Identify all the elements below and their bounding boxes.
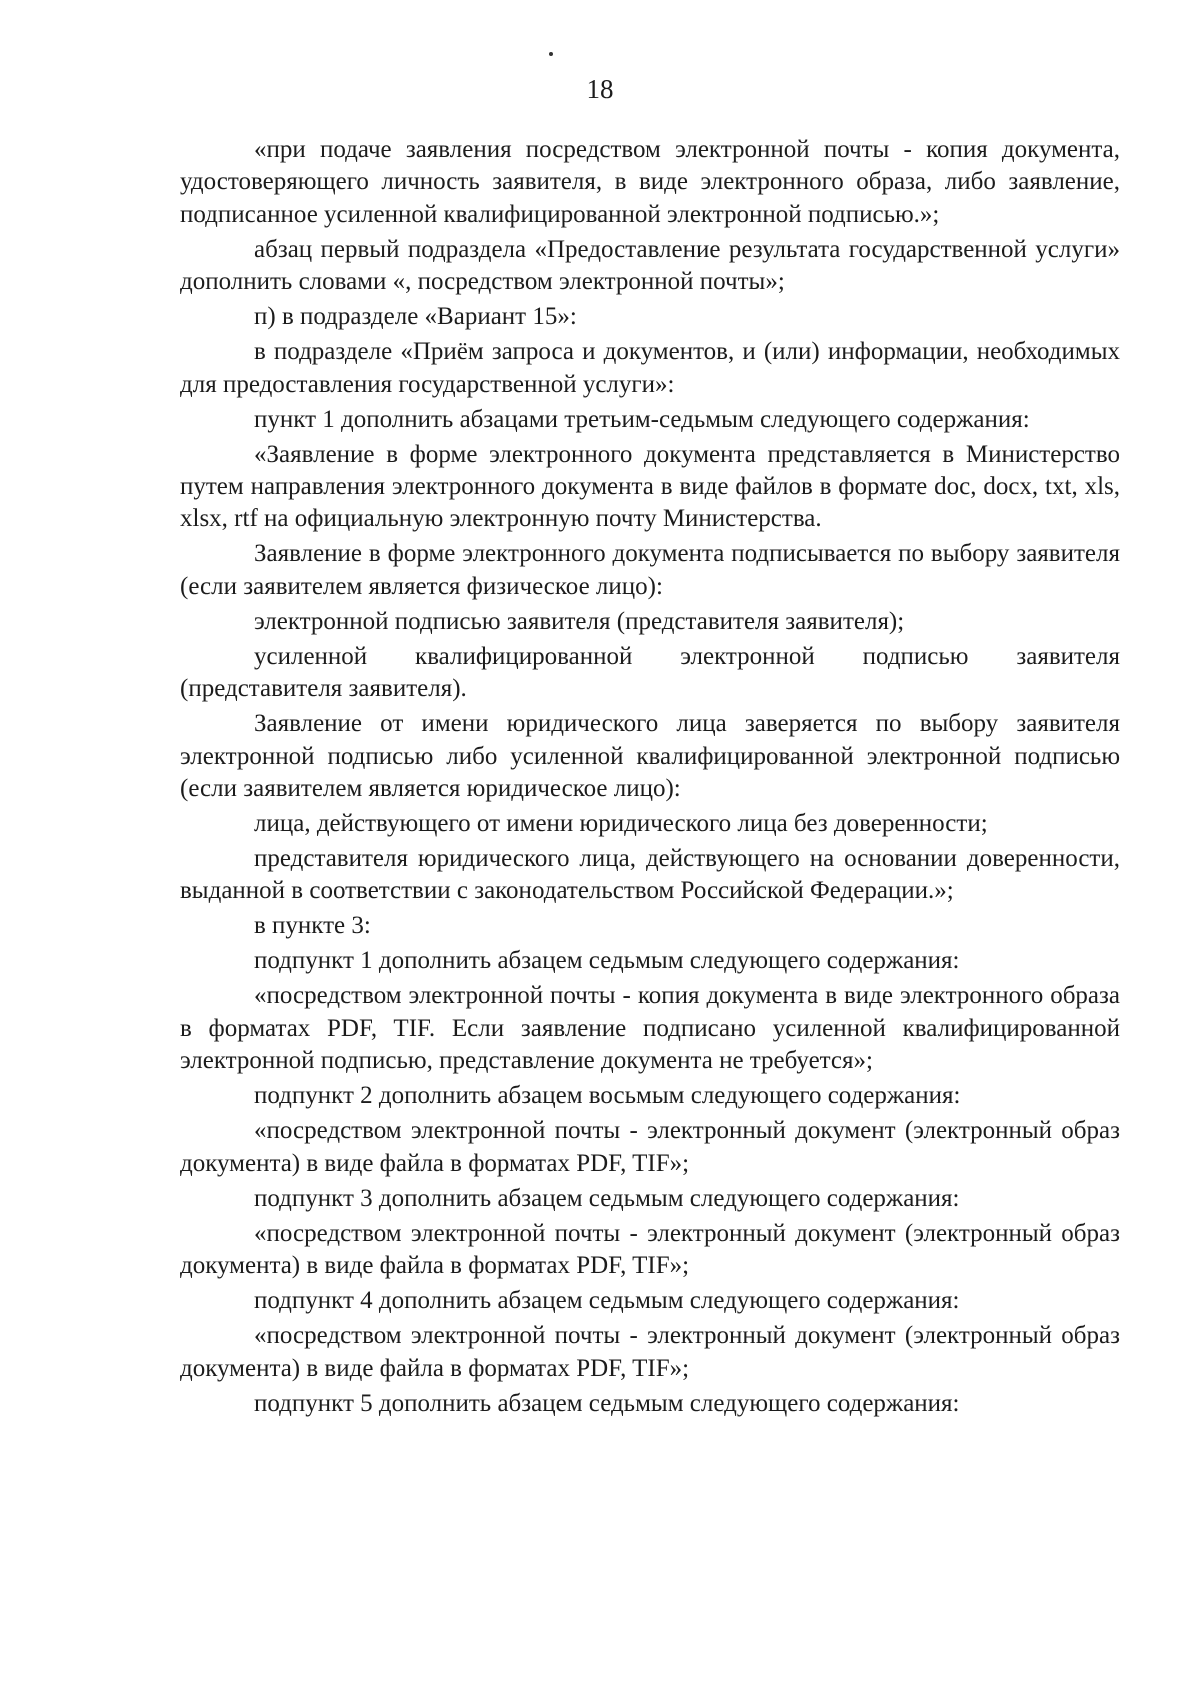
paragraph: абзац первый подраздела «Предоставление результата государственной услуги» дополнить словами «, посредством электронной почты»; (180, 235, 1120, 296)
paragraph: «посредством электронной почты - электронный документ (электронный образ документа) в виде файла в форматах PDF, TIF»; (180, 1117, 1120, 1177)
scan-speck (549, 52, 553, 56)
paragraph: «посредством электронной почты - электронный документ (электронный образ документа) в виде файла в форматах PDF, TIF»; (180, 1219, 1120, 1280)
paragraph: лица, действующего от имени юридического лица без доверенности; (254, 810, 988, 838)
page-number: 18 (586, 74, 614, 104)
paragraph: усиленной квалифицированной электронной подписью заявителя (представителя заявителя). (180, 642, 1120, 703)
paragraph: Заявление в форме электронного документа подписывается по выбору заявителя (если заявителем является физическое лицо): (180, 540, 1120, 600)
paragraph: в подразделе «Приём запроса и документов, и (или) информации, необходимых для предоставления государственной услуги»: (180, 338, 1120, 398)
paragraph: электронной подписью заявителя (представителя заявителя); (254, 607, 905, 635)
paragraph: п) в подразделе «Вариант 15»: (254, 303, 577, 331)
document-body (180, 134, 1120, 1423)
paragraph: «при подаче заявления посредством электронной почты - копия документа, удостоверяющего личность заявителя, в виде электронного образа, либо заявление, подписанное усиленной квалифицированной электронной подписью.»; (180, 136, 1120, 228)
paragraph: подпункт 1 дополнить абзацем седьмым следующего содержания: (254, 947, 960, 975)
paragraph: подпункт 4 дополнить абзацем седьмым следующего содержания: (254, 1287, 960, 1315)
paragraph: представителя юридического лица, действующего на основании доверенности, выданной в соответствии с законодательством Российской Федерации.»; (180, 845, 1120, 905)
paragraph: пункт 1 дополнить абзацами третьим-седьмым следующего содержания: (254, 405, 1030, 433)
paragraph: подпункт 2 дополнить абзацем восьмым следующего содержания: (254, 1082, 961, 1110)
paragraph: Заявление от имени юридического лица заверяется по выбору заявителя электронной подписью либо усиленной квалифицированной электронной подписью (если заявителем является юридическое лицо): (180, 710, 1120, 803)
paragraph: в пункте 3: (254, 912, 371, 940)
paragraph: «Заявление в форме электронного документа представляется в Министерство путем направления электронного документа в виде файлов в формате doc, docx, txt, xls, xlsx, rtf на официальную электронную почту Министерства. (180, 440, 1120, 533)
paragraph: «посредством электронной почты - электронный документ (электронный образ документа) в виде файла в форматах PDF, TIF»; (180, 1322, 1120, 1382)
paragraph: «посредством электронной почты - копия документа в виде электронного образа в форматах PDF, TIF. Если заявление подписано усиленной квалифицированной электронной подписью, представление документа не требуется»; (180, 982, 1120, 1075)
paragraph: подпункт 3 дополнить абзацем седьмым следующего содержания: (254, 1184, 960, 1212)
paragraph: подпункт 5 дополнить абзацем седьмым следующего содержания: (254, 1389, 960, 1417)
